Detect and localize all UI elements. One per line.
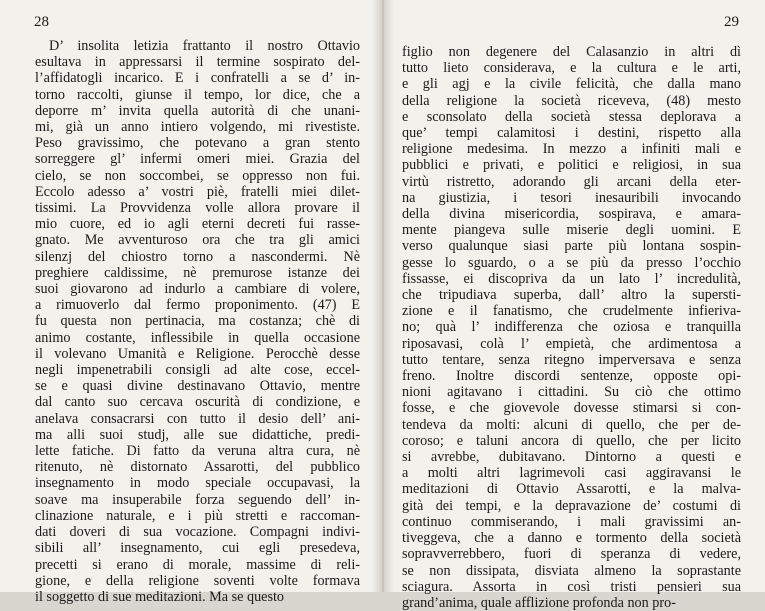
text-line: Eccolo adesso a’ vostri piè, fratelli miei dilet- [35, 183, 360, 200]
left-page [0, 0, 382, 605]
left-page-number: 28 [34, 14, 49, 30]
text-line: sibili all’ insegnamento, cui egli presedeva, [35, 540, 360, 557]
text-line: pubblici e privati, e politici e religiosi, in sua [402, 157, 741, 174]
text-line: coroso; e taluni ancora di quello, che per licito [402, 432, 741, 449]
text-line: che tripudiava superba, dall’ altro la supersti- [402, 287, 741, 304]
text-line: dal canto suo cercava oscurità di condizione, e [35, 394, 360, 411]
text-line: fissasse, ei discopriva da un lato l’ incredulità, [402, 270, 741, 287]
text-line: esultava in appressarsi il termine sospirato del- [35, 54, 360, 71]
text-line: riposavasi, colà l’ empietà, che ardimentosa a [402, 335, 741, 352]
text-line: freno. Inoltre discordi sentenze, opposte opi- [402, 368, 741, 385]
text-line: tendeva da molti: alcuni di quello, che per de- [402, 416, 741, 433]
text-line: religione medesima. In mezzo a infiniti mali e [402, 141, 741, 158]
text-line: ma alli suoi studj, alle sue didattiche, predi- [35, 426, 360, 443]
text-line: gione, e della religione soventi volte formava [35, 572, 360, 589]
text-line: fu questa non pertinacia, ma costanza; chè di [35, 313, 360, 330]
text-line: sorreggere gl’ infermi omeri miei. Grazia del [35, 151, 360, 168]
text-line: continuo commiserando, i mali gravissimi an- [402, 513, 741, 530]
right-page-text [402, 44, 741, 611]
text-line: precetti si erano di morale, massime di reli- [35, 556, 360, 573]
text-line: e gli agj e la civile felicità, che dalla mano [402, 76, 741, 93]
text-line: verso qualunque siasi parte più lontana sospin- [402, 238, 741, 255]
text-line: Peso gravissimo, che potevano a gran stento [35, 135, 360, 152]
text-line: della divina misericordia, sospirava, e amara- [402, 206, 741, 223]
text-line: insegnamento in modo speciale occupavasi, la [35, 475, 360, 492]
text-line: il soggetto di sue meditazioni. Ma se questo [35, 588, 285, 605]
text-line: virtù ristretto, adorando gli arcani della eter- [402, 173, 741, 190]
text-line: a rimuoverlo dal fermo proponimento. (47) E [35, 297, 360, 314]
text-line: dati doveri di sua vocazione. Compagni indivi- [35, 524, 360, 541]
text-line: tissimi. La Provvidenza volle allora provare il [35, 200, 360, 217]
text-line: lette fatiche. Di fatto da veruna altra cura, nè [35, 443, 360, 460]
text-line: cielo, se non soccombei, se oppresso non fui. [35, 167, 360, 184]
text-line: D’ insolita letizia frattanto il nostro Ottavio [49, 38, 360, 54]
text-line: tutto lieto considerava, e la cultura e le arti, [402, 60, 741, 77]
text-line: que’ tempi calamitosi i destini, rispetto alla [402, 125, 741, 142]
text-line: nioni agitavano i cittadini. Su ciò che ottimo [402, 384, 741, 401]
text-line: della religione la società riceveva, (48) mesto [402, 92, 741, 109]
text-line: tiveggeva, che a danno e tormento della società [402, 530, 741, 547]
text-line: preghiere caldissime, nè premurose istanze dei [35, 264, 360, 281]
text-line: tutto tentare, senza ritegno imperversava e senza [402, 351, 741, 368]
text-line: se e quasi divine destinavano Ottavio, mentre [35, 378, 360, 395]
text-line: mi, già un anno intiero volgendo, mi rivestiste. [35, 119, 360, 136]
text-line: l’affidatogli incarico. E i confratelli a se d’ in- [35, 70, 360, 87]
text-line: sciagura. Assorta in così tristi pensieri sua [402, 578, 741, 595]
text-line: gnato. Me avventuroso ora che tra gli amici [35, 232, 360, 249]
text-line: a molti altri lagrimevoli casi aggiravansi le [402, 465, 741, 482]
text-line: ritenuto, nè distornato Assarotti, del pubblico [35, 459, 360, 476]
text-line: torno raccolti, giunse il tempo, lor dice, che a [35, 86, 360, 103]
text-line: mio cuore, ed io agli eterni decreti fui rasse- [35, 216, 360, 233]
text-line: animo costante, inflessibile in quella occasione [35, 329, 360, 346]
text-line: si avrebbe, dubitavano. Dintorno a questi e [402, 449, 741, 466]
text-line: suoi giovarono ad indurlo a cambiare di volere, [35, 281, 360, 298]
book-gutter [372, 0, 394, 592]
text-line: silenzj del chiostro torno a nascondermi. Nè [35, 248, 360, 265]
text-line: gità dei tempi, e la depravazione de’ costumi di [402, 497, 741, 514]
text-line: anelava consacrarsi con tutto il desio dell’ ani- [35, 410, 360, 427]
text-line: figlio non degenere del Calasanzio in altri dì [402, 44, 741, 60]
text-line: il volevano Umanità e Religione. Perocchè desse [35, 345, 360, 362]
text-line: grand’anima, quale afflizione profonda non pro- [402, 594, 676, 611]
text-line: sopravverrebbero, fuori di speranza di vedere, [402, 546, 741, 563]
text-line: soave ma insuperabile forza seguendo dell’ in- [35, 491, 360, 508]
right-page [382, 0, 765, 611]
text-line: deporre m’ invita quella autorità di che unani- [35, 102, 360, 119]
text-line: negli impenetrabili consigli ad alte cose, eccel- [35, 362, 360, 379]
left-page-text [35, 38, 360, 605]
text-line: no; quà l’ indifferenza che oziosa e tranquilla [402, 319, 741, 336]
text-line: e sconsolato della società stessa deplorava a [402, 108, 741, 125]
text-line: na giustizia, i tesori inesauribili invocando [402, 189, 741, 206]
text-line: gesse lo sguardo, o a se più da presso l’occhio [402, 254, 741, 271]
text-line: clinazione naturale, e i più stretti e raccoman- [35, 507, 360, 524]
text-line: se non dissipata, disviata almeno la soprastante [402, 562, 741, 579]
text-line: mente piangeva sulle miserie degli uomini. E [402, 222, 741, 239]
text-line: meditazioni di Ottavio Assarotti, e la malva- [402, 481, 741, 498]
text-line: fosse, e che giovevole dovesse stimarsi si con- [402, 400, 741, 417]
text-line: zione e il fanatismo, che crudelmente infieriva- [402, 303, 741, 320]
right-page-number: 29 [724, 14, 739, 30]
